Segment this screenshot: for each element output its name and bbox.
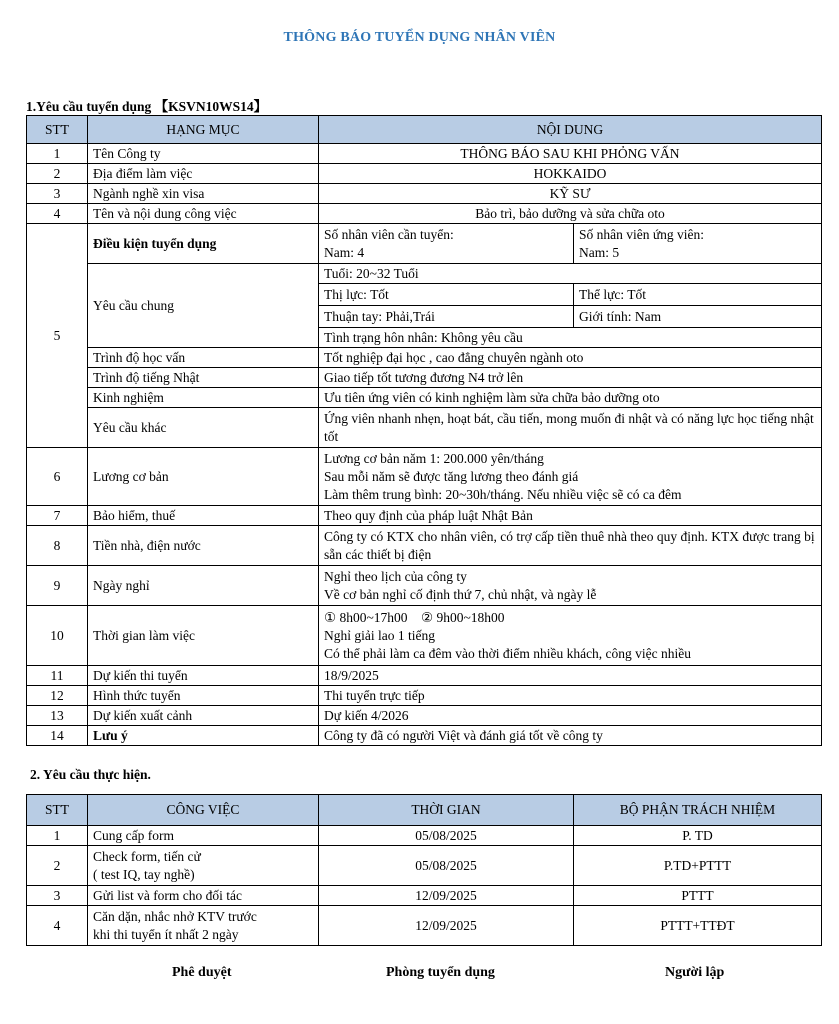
row-value: 18/9/2025 bbox=[319, 666, 822, 686]
row-stt: 6 bbox=[27, 448, 88, 506]
section2-heading: 2. Yêu cầu thực hiện. bbox=[30, 767, 151, 782]
required-staff-cell bbox=[319, 224, 574, 264]
table-row bbox=[27, 526, 822, 566]
row-stt: 4 bbox=[27, 204, 88, 224]
row-label: Ngày nghỉ bbox=[88, 566, 319, 606]
row-task bbox=[88, 906, 319, 946]
row-label: Tên Công ty bbox=[88, 144, 319, 164]
row-label: Trình độ tiếng Nhật bbox=[88, 368, 319, 388]
task-line: Cung cấp form bbox=[93, 827, 174, 843]
row-value bbox=[319, 606, 822, 666]
candidate-staff-label: Số nhân viên ứng viên: bbox=[579, 226, 705, 242]
table-row bbox=[27, 686, 822, 706]
row-stt: 4 bbox=[27, 906, 88, 946]
row-value: Công ty có KTX cho nhân viên, có trợ cấp tiền thuê nhà theo quy định. KTX được trang bị sẵn các thiết bị điện bbox=[319, 526, 822, 566]
row-stt: 3 bbox=[27, 184, 88, 204]
worktime-line: Nghỉ giải lao 1 tiếng bbox=[324, 627, 435, 643]
required-staff-value: Nam: 4 bbox=[324, 244, 365, 260]
row-label: Trình độ học vấn bbox=[88, 348, 319, 368]
header-content: NỘI DUNG bbox=[319, 116, 822, 144]
row-label: Tiền nhà, điện nước bbox=[88, 526, 319, 566]
row-stt: 9 bbox=[27, 566, 88, 606]
row-label: Yêu cầu khác bbox=[88, 408, 319, 448]
row-time: 05/08/2025 bbox=[319, 846, 574, 886]
row-time: 12/09/2025 bbox=[319, 906, 574, 946]
row-value: KỸ SƯ bbox=[319, 184, 822, 204]
table-row bbox=[27, 164, 822, 184]
table-row bbox=[27, 726, 822, 746]
row-label: Yêu cầu chung bbox=[88, 264, 319, 348]
row-dept: PTTT+TTĐT bbox=[574, 906, 822, 946]
table-row bbox=[27, 706, 822, 726]
row-label: Dự kiến thi tuyển bbox=[88, 666, 319, 686]
document-title: THÔNG BÁO TUYỂN DỤNG NHÂN VIÊN bbox=[283, 30, 556, 45]
eyesight-requirement: Thị lực: Tốt bbox=[319, 284, 574, 306]
row-value: THÔNG BÁO SAU KHI PHỎNG VẤN bbox=[319, 144, 822, 164]
row-value bbox=[319, 448, 822, 506]
table-row bbox=[27, 184, 822, 204]
row-value bbox=[319, 566, 822, 606]
row-stt: 1 bbox=[27, 144, 88, 164]
row-value: Bảo trì, bảo dưỡng và sửa chữa oto bbox=[319, 204, 822, 224]
signature-author: Người lập bbox=[665, 965, 725, 980]
table-row bbox=[27, 666, 822, 686]
header-stt: STT bbox=[27, 116, 88, 144]
row-value: HOKKAIDO bbox=[319, 164, 822, 184]
dayoff-line: Nghỉ theo lịch của công ty bbox=[324, 568, 467, 584]
row-label: Ngành nghề xin visa bbox=[88, 184, 319, 204]
row-label: Lưu ý bbox=[88, 726, 319, 746]
task-line: Căn dặn, nhắc nhở KTV trước bbox=[93, 908, 257, 924]
age-requirement: Tuổi: 20~32 Tuổi bbox=[319, 264, 822, 284]
recruitment-table bbox=[26, 115, 822, 746]
table-row bbox=[27, 264, 822, 284]
table-row bbox=[27, 886, 822, 906]
table-row bbox=[27, 448, 822, 506]
task-line: khi thi tuyển ít nhất 2 ngày bbox=[93, 926, 239, 942]
row-value: Tốt nghiệp đại học , cao đẳng chuyên ngành oto bbox=[319, 348, 822, 368]
header-dept: BỘ PHẬN TRÁCH NHIỆM bbox=[574, 795, 822, 826]
header-time: THỜI GIAN bbox=[319, 795, 574, 826]
section1-heading: 1.Yêu cầu tuyển dụng 【KSVN10WS14】 bbox=[26, 99, 268, 114]
header-item: HẠNG MỤC bbox=[88, 116, 319, 144]
row-stt: 7 bbox=[27, 506, 88, 526]
physical-requirement: Thể lực: Tốt bbox=[574, 284, 822, 306]
worktime-line: ① 8h00~17h00 ② 9h00~18h00 bbox=[324, 609, 505, 625]
row-stt: 12 bbox=[27, 686, 88, 706]
table-row bbox=[27, 368, 822, 388]
row-task bbox=[88, 886, 319, 906]
task-table bbox=[26, 794, 822, 946]
table-row bbox=[27, 566, 822, 606]
table-row bbox=[27, 388, 822, 408]
worktime-line: Có thể phải làm ca đêm vào thời điểm nhiều khách, công việc nhiều bbox=[324, 645, 692, 661]
row-label: Lương cơ bản bbox=[88, 448, 319, 506]
task-line: Gửi list và form cho đối tác bbox=[93, 887, 243, 903]
row-value: Thi tuyển trực tiếp bbox=[319, 686, 822, 706]
row-label: Tên và nội dung công việc bbox=[88, 204, 319, 224]
table-row bbox=[27, 224, 822, 264]
table-row bbox=[27, 606, 822, 666]
candidate-staff-cell bbox=[574, 224, 822, 264]
task-line: Check form, tiến cử bbox=[93, 848, 201, 864]
table-row bbox=[27, 506, 822, 526]
salary-line: Làm thêm trung bình: 20~30h/tháng. Nếu nhiều việc sẽ có ca đêm bbox=[324, 486, 682, 502]
row-value: Giao tiếp tốt tương đương N4 trở lên bbox=[319, 368, 822, 388]
task-line: ( test IQ, tay nghề) bbox=[93, 866, 195, 882]
salary-line: Lương cơ bản năm 1: 200.000 yên/tháng bbox=[324, 450, 544, 466]
row-stt: 13 bbox=[27, 706, 88, 726]
row-label: Hình thức tuyển bbox=[88, 686, 319, 706]
table-row bbox=[27, 144, 822, 164]
row-label: Dự kiến xuất cảnh bbox=[88, 706, 319, 726]
candidate-staff-value: Nam: 5 bbox=[579, 244, 620, 260]
row-time: 05/08/2025 bbox=[319, 826, 574, 846]
signature-recruit-dept: Phòng tuyển dụng bbox=[386, 965, 495, 980]
table-row bbox=[27, 408, 822, 448]
table-row bbox=[27, 826, 822, 846]
row-time: 12/09/2025 bbox=[319, 886, 574, 906]
row-stt: 10 bbox=[27, 606, 88, 666]
row-task bbox=[88, 826, 319, 846]
row-label: Thời gian làm việc bbox=[88, 606, 319, 666]
row-label: Địa điểm làm việc bbox=[88, 164, 319, 184]
marital-requirement: Tình trạng hôn nhân: Không yêu cầu bbox=[319, 328, 822, 348]
row-stt: 14 bbox=[27, 726, 88, 746]
table-row bbox=[27, 906, 822, 946]
row-value: Ưu tiên ứng viên có kinh nghiệm làm sửa chữa bảo dưỡng oto bbox=[319, 388, 822, 408]
row-stt: 11 bbox=[27, 666, 88, 686]
row-label-conditions: Điều kiện tuyển dụng bbox=[88, 224, 319, 264]
header-task: CÔNG VIỆC bbox=[88, 795, 319, 826]
row-stt: 2 bbox=[27, 846, 88, 886]
salary-line: Sau mỗi năm sẽ được tăng lương theo đánh giá bbox=[324, 468, 579, 484]
table-row bbox=[27, 348, 822, 368]
row-stt: 3 bbox=[27, 886, 88, 906]
row-task bbox=[88, 846, 319, 886]
row-dept: P.TD+PTTT bbox=[574, 846, 822, 886]
row-stt: 2 bbox=[27, 164, 88, 184]
row-dept: P. TD bbox=[574, 826, 822, 846]
row-stt: 1 bbox=[27, 826, 88, 846]
row-value: Ứng viên nhanh nhẹn, hoạt bát, cầu tiến, mong muốn đi nhật và có năng lực học tiếng nhật tốt bbox=[319, 408, 822, 448]
signature-approve: Phê duyệt bbox=[172, 965, 232, 980]
table-row bbox=[27, 846, 822, 886]
row-label: Kinh nghiệm bbox=[88, 388, 319, 408]
header-stt: STT bbox=[27, 795, 88, 826]
row-label: Bảo hiểm, thuế bbox=[88, 506, 319, 526]
row-stt: 8 bbox=[27, 526, 88, 566]
handedness-requirement: Thuận tay: Phải,Trái bbox=[319, 306, 574, 328]
required-staff-label: Số nhân viên cần tuyển: bbox=[324, 226, 454, 242]
row-stt: 5 bbox=[27, 224, 88, 448]
row-value: Công ty đã có người Việt và đánh giá tốt về công ty bbox=[319, 726, 822, 746]
table-row bbox=[27, 204, 822, 224]
gender-requirement: Giới tính: Nam bbox=[574, 306, 822, 328]
row-dept: PTTT bbox=[574, 886, 822, 906]
dayoff-line: Về cơ bản nghỉ cố định thứ 7, chủ nhật, và ngày lễ bbox=[324, 586, 597, 602]
row-value: Dự kiến 4/2026 bbox=[319, 706, 822, 726]
row-value: Theo quy định của pháp luật Nhật Bản bbox=[319, 506, 822, 526]
